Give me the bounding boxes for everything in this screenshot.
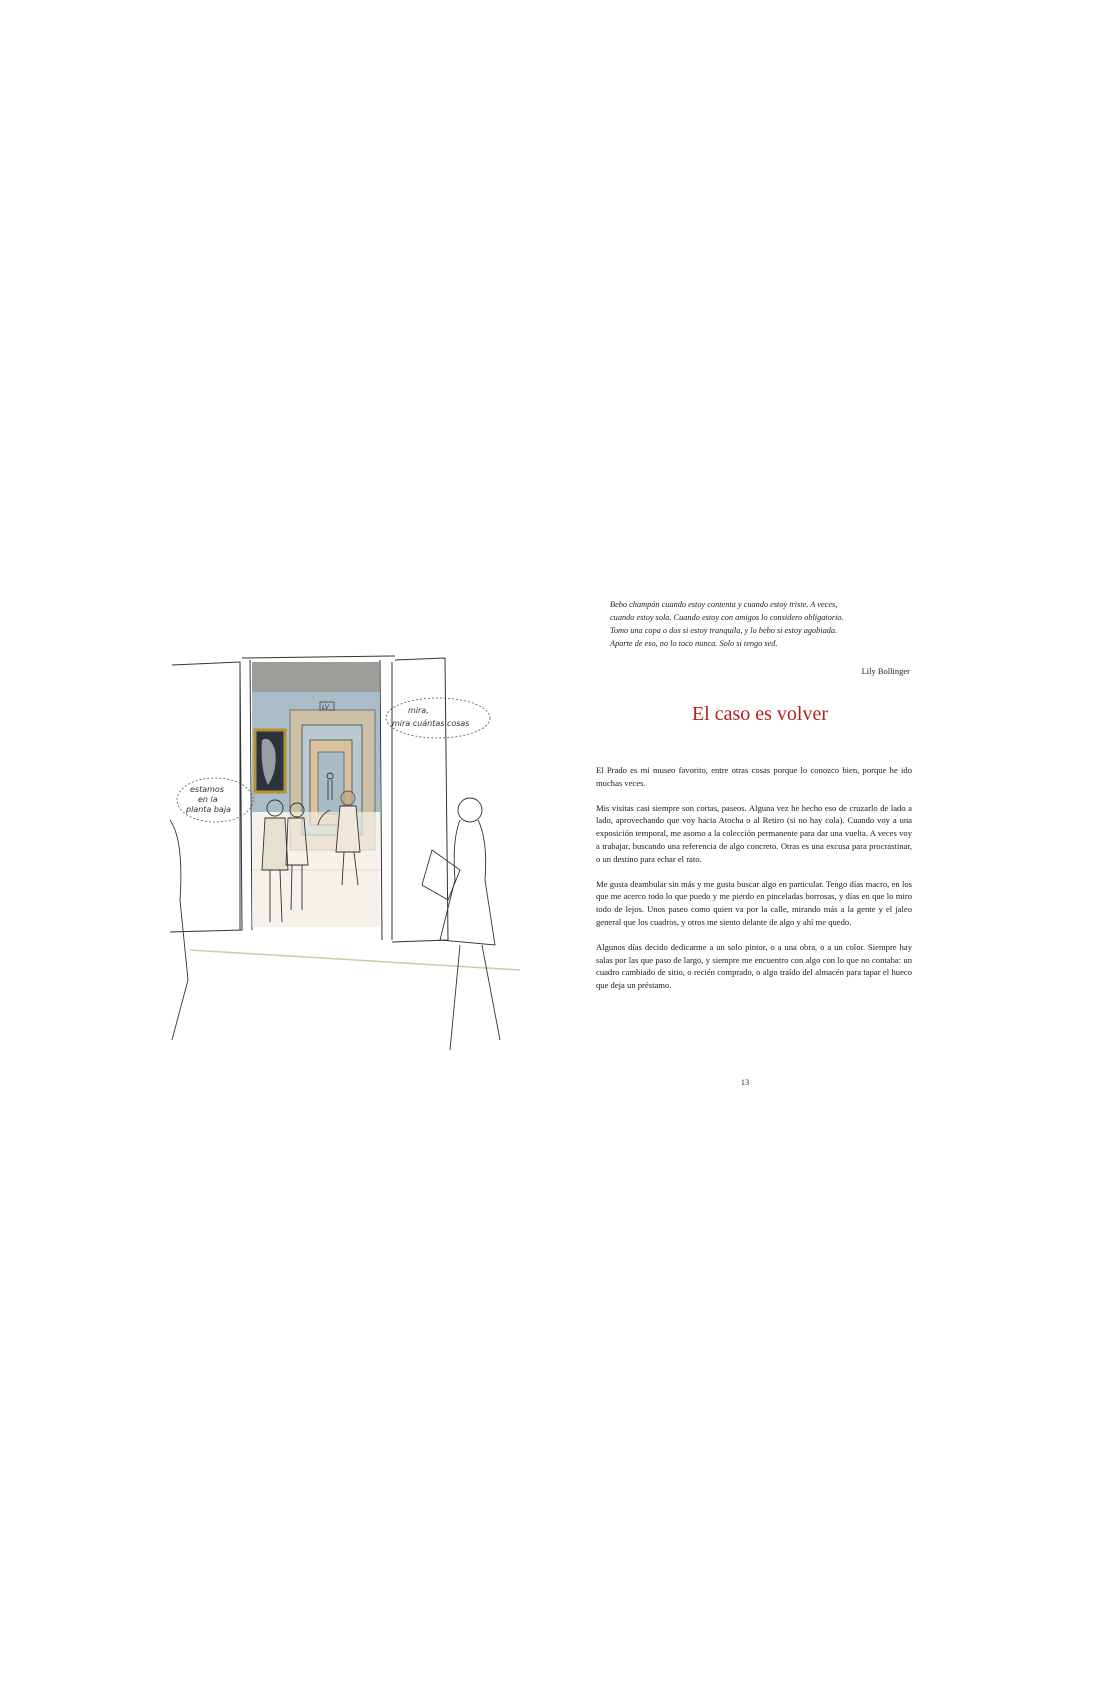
paragraph: Mis visitas casi siempre son cortas, paseos. Alguna vez he hecho eso de cruzarlo de lado a lado, aprovechando que voy hacia Atocha o al Retiro (si no hay cola). Cuando voy a una exposición temporal, me asomo a la colección permanente para dar una vuelta. A veces voy a trabajar, buscando una referencia de algo concreto. Otras es una excusa para procrastinar, o un destino para echar el rato. <box>596 802 912 864</box>
bubble-right-line-1: mira, <box>408 706 429 715</box>
epigraph-line: Aparte de eso, no lo toco nunca. Solo si tengo sed. <box>610 639 778 648</box>
paragraph: Algunos días decido dedicarme a un solo pintor, o a una obra, o a un color. Siempre hay salas por las que paso de largo, y siempre me encuentro con algo con lo que no contaba: un cuadro cambiado de sitio, o recién comprado, o algo traído del almacén para tapar el hueco que deja un préstamo. <box>596 941 912 991</box>
paragraph: El Prado es mi museo favorito, entre otras cosas porque lo conozco bien, porque he ido muchas veces. <box>596 765 912 788</box>
bubble-right-line-2: mira cuántas cosas <box>392 719 470 728</box>
epigraph-attribution: Lily Bollinger <box>861 666 910 676</box>
bubble-left-line-3: planta baja <box>186 805 231 814</box>
epigraph-line: Bebo champán cuando estoy contenta y cuando estoy triste. A veces, <box>610 600 838 609</box>
epigraph-line: Tomo una copa o dos si estoy tranquila, y lo bebo si estoy agobiada. <box>610 626 838 635</box>
epigraph-line: cuando estoy sola. Cuando estoy con amigos lo considero obligatorio. <box>610 613 844 622</box>
door-sign-text: LV <box>322 704 330 711</box>
body-text <box>596 764 912 1004</box>
bubble-left-line-2: en la <box>198 795 218 804</box>
epigraph <box>610 598 910 650</box>
chapter-title: El caso es volver <box>691 703 829 725</box>
bubble-left-line-1: estamos <box>190 785 224 794</box>
page-number: 13 <box>740 1077 750 1087</box>
paragraph: Me gusta deambular sin más y me gusta buscar algo en particular. Tengo días macro, en los que me acerco todo lo que puedo y me pierdo en pinceladas borrosas, y días en que lo miro todo de lejos. Unos paseo como quien va por la calle, mirando más a la gente y el jaleo general que los cuadros, y otros me siento delante de algo y ahí me quedo. <box>596 878 912 927</box>
museum-illustration <box>170 640 530 1060</box>
